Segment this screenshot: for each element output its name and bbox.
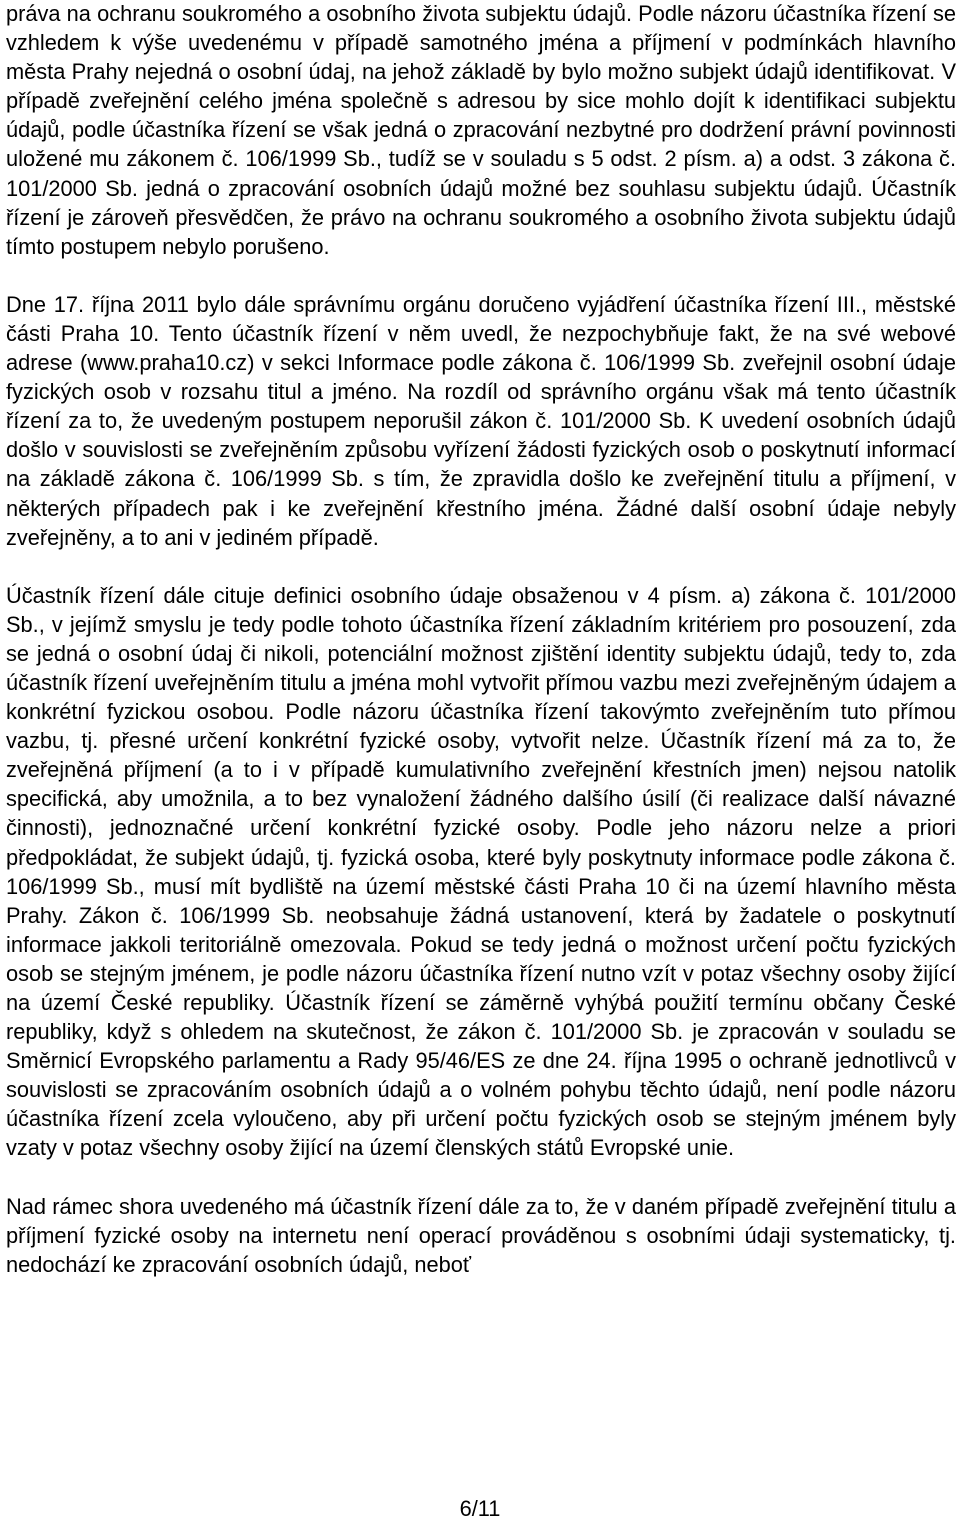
paragraph-3: Účastník řízení dále cituje definici osobního údaje obsaženou v 4 písm. a) zákona č. 101/2000 Sb., v jejímž smyslu je tedy podle tohoto účastníka řízení základním kritériem pro posouzení, zda se jedná o osobní údaj či nikoli, potenciální možnost zjištění identity subjektu údajů, tedy to, zda účastník řízení uveřejněním titulu a jména mohl vytvořit přímou vazbu mezi zveřejněným údajem a konkrétní fyzickou osobou. Podle názoru účastníka řízení takovýmto zveřejněním tuto přímou vazbu, tj. přesné určení konkrétní fyzické osoby, vytvořit nelze. Účastník řízení má za to, že zveřejněná příjmení (a to i v případě kumulativního zveřejnění křestních jmen) nejsou natolik specifická, aby umožnila, a to bez vynaložení žádného dalšího úsilí (či realizace další návazné činnosti), jednoznačné určení konkrétní fyzické osoby. Podle jeho názoru nelze a priori předpokládat, že subjekt údajů, tj. fyzická osoba, které byly poskytnuty informace podle zákona č. 106/1999 Sb., musí mít bydliště na území městské části Praha 10 či na území hlavního města Prahy. Zákon č. 106/1999 Sb. neobsahuje žádná ustanovení, která by žadatele o poskytnutí informace jakkoli teritoriálně omezovala. Pokud se tedy jedná o možnost určení počtu fyzických osob se stejným jménem, je podle názoru účastníka řízení nutno vzít v potaz všechny osoby žijící na území České republiky. Účastník řízení se záměrně vyhýbá použití termínu občany České republiky, když s ohledem na skutečnost, že zákon č. 101/2000 Sb. je zpracován v souladu se Směrnicí Evropského parlamentu a Rady 95/46/ES ze dne 24. října 1995 o ochraně jednotlivců v souvislosti se zpracováním osobních údajů a o volném pohybu těchto údajů, není podle názoru účastníka řízení zcela vyloučeno, aby při určení počtu fyzických osob se stejným jménem byly vzaty v potaz všechny osoby žijící na území členských států Evropské unie. bbox=[6, 582, 956, 1161]
paragraph-1: práva na ochranu soukromého a osobního života subjektu údajů. Podle názoru účastníka řízení se vzhledem k výše uvedenému v případě samotného jména a příjmení v podmínkách hlavního města Prahy nejedná o osobní údaj, na jehož základě by bylo možno subjekt údajů identifikovat. V případě zveřejnění celého jména společně s adresou by sice mohlo dojít k identifikaci subjektu údajů, podle účastníka řízení se však jedná o zpracování nezbytné pro dodržení právní povinnosti uložené mu zákonem č. 106/1999 Sb., tudíž se v souladu s 5 odst. 2 písm. a) a odst. 3 zákona č. 101/2000 Sb. jedná o zpracování osobních údajů možné bez souhlasu subjektu údajů. Účastník řízení je zároveň přesvědčen, že právo na ochranu soukromého a osobního života subjektu údajů tímto postupem nebylo porušeno. bbox=[6, 1, 956, 259]
page-number: 6/11 bbox=[459, 1496, 501, 1521]
paragraph-2: Dne 17. října 2011 bylo dále správnímu orgánu doručeno vyjádření účastníka řízení III., městské části Praha 10. Tento účastník řízení v něm uvedl, že nezpochybňuje fakt, že na své webové adrese (www.praha10.cz) v sekci Informace podle zákona č. 106/1999 Sb. zveřejnil osobní údaje fyzických osob v rozsahu titul a jméno. Na rozdíl od správního orgánu však má tento účastník řízení za to, že uvedeným postupem neporušil zákon č. 101/2000 Sb. K uvedení osobních údajů došlo v souvislosti se zveřejněním způsobu vyřízení žádosti fyzických osob o poskytnutí informací na základě zákona č. 106/1999 Sb. s tím, že zpravidla došlo ke zveřejnění titulu a příjmení, v některých případech pak i ke zveřejnění křestního jména. Žádné další osobní údaje nebyly zveřejněny, a to ani v jediném případě. bbox=[6, 291, 956, 550]
paragraph-4: Nad rámec shora uvedeného má účastník řízení dále za to, že v daném případě zveřejnění titulu a příjmení fyzické osoby na internetu není operací prováděnou s osobními údaji systematicky, tj. nedochází ke zpracování osobních údajů, neboť bbox=[6, 1193, 956, 1277]
document-page bbox=[6, 0, 956, 1525]
